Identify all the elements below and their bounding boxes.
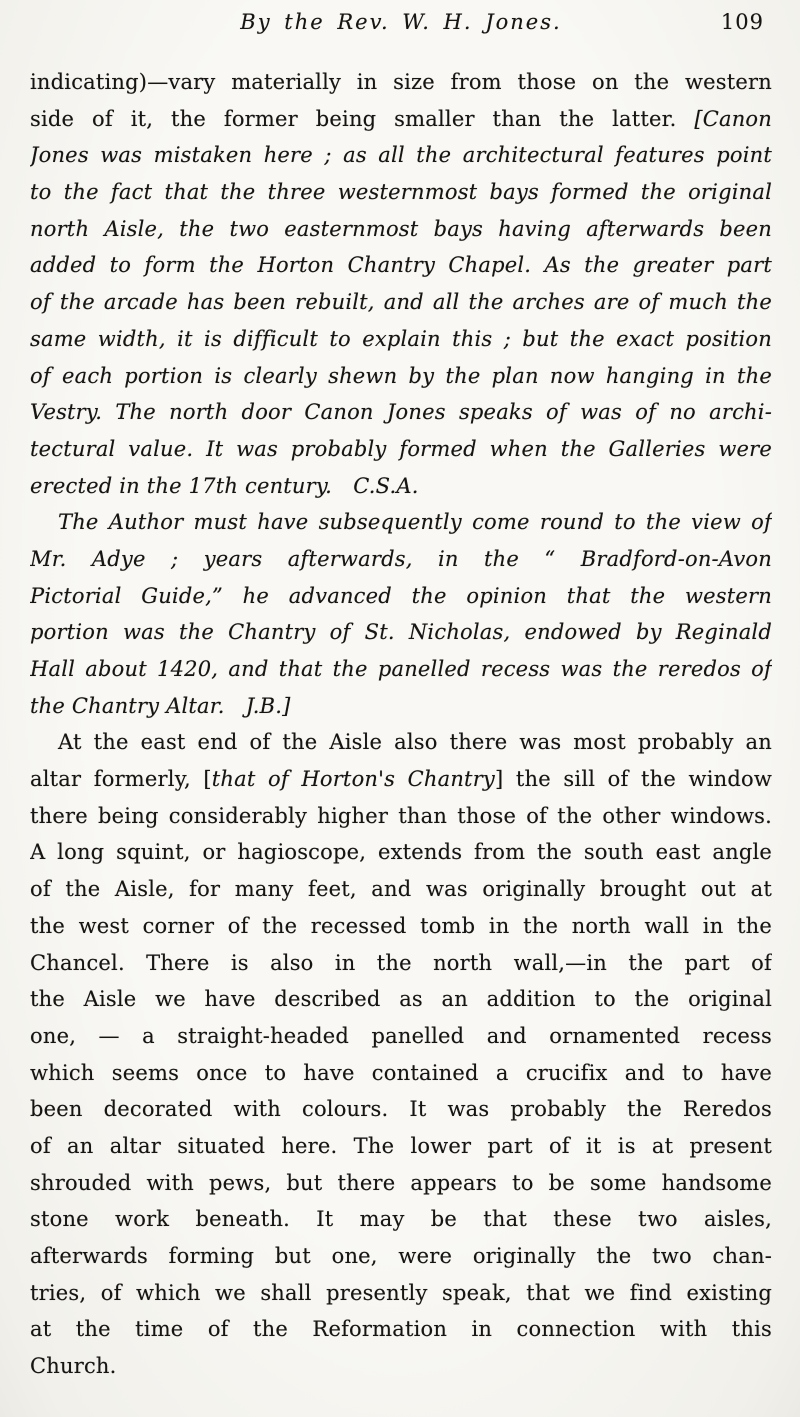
roman-text-run: altar formerly, [ bbox=[30, 767, 212, 792]
roman-text-run: one, — a straight-headed panelled and ornamented recess bbox=[30, 1023, 772, 1048]
text-line bbox=[30, 101, 772, 138]
text-line bbox=[30, 137, 772, 174]
text-line bbox=[30, 1128, 772, 1165]
text-line bbox=[30, 1348, 772, 1385]
italic-text-run: of the arcade has been rebuilt, and all the arches are of much the bbox=[30, 290, 772, 315]
italic-text-run: added to form the Horton Chantry Chapel. As the greater part bbox=[30, 253, 772, 278]
roman-text-run: Chancel. There is also in the north wall,—in the part of bbox=[30, 950, 772, 975]
roman-text-run: the west corner of the recessed tomb in the north wall in the bbox=[30, 913, 772, 938]
text-line bbox=[30, 1201, 772, 1238]
paragraph bbox=[30, 504, 772, 724]
roman-text-run: ] the sill of the window bbox=[495, 767, 772, 792]
text-line bbox=[30, 981, 772, 1018]
roman-text-run: been decorated with colours. It was probably the Reredos bbox=[30, 1097, 772, 1122]
roman-text-run: there being considerably higher than those of the other windows. bbox=[30, 803, 772, 828]
roman-text-run: shrouded with pews, but there appears to be some handsome bbox=[30, 1170, 772, 1195]
text-line bbox=[30, 761, 772, 798]
text-line bbox=[30, 724, 772, 761]
text-line bbox=[30, 1091, 772, 1128]
paragraph bbox=[30, 724, 772, 1384]
text-line bbox=[30, 1018, 772, 1055]
text-line bbox=[30, 871, 772, 908]
text-line bbox=[30, 504, 772, 541]
text-line bbox=[30, 1055, 772, 1092]
text-line bbox=[30, 798, 772, 835]
roman-text-run: of an altar situated here. The lower part of it is at present bbox=[30, 1133, 772, 1158]
italic-text-run: to the fact that the three westernmost bays formed the original bbox=[30, 180, 772, 205]
italic-text-run: erected in the 17th century. C.S.A. bbox=[30, 473, 419, 498]
roman-text-run: At the east end of the Aisle also there was most probably an bbox=[58, 730, 772, 755]
italic-text-run: same width, it is difficult to explain this ; but the exact position bbox=[30, 326, 772, 351]
roman-text-run: at the time of the Reformation in connection with this bbox=[30, 1317, 772, 1342]
text-line bbox=[30, 1275, 772, 1312]
text-line bbox=[30, 358, 772, 395]
text-line bbox=[30, 908, 772, 945]
roman-text-run: indicating)—vary materially in size from those on the western bbox=[30, 70, 772, 94]
italic-text-run: [Canon bbox=[694, 106, 772, 131]
text-line bbox=[30, 284, 772, 321]
text-line bbox=[30, 468, 772, 505]
italic-text-run: Vestry. The north door Canon Jones speaks of was of no archi- bbox=[30, 400, 772, 425]
text-line bbox=[30, 1238, 772, 1275]
italic-text-run: of each portion is clearly shewn by the plan now hanging in the bbox=[30, 363, 772, 388]
italic-text-run: tectural value. It was probably formed when the Galleries were bbox=[30, 436, 772, 461]
text-line bbox=[30, 247, 772, 284]
italic-text-run: The Author must have subsequently come round to the view of bbox=[58, 510, 772, 535]
italic-text-run: Mr. Adye ; years afterwards, in the “ Bradford-on-Avon bbox=[30, 546, 772, 571]
italic-text-run: portion was the Chantry of St. Nicholas, endowed by Reginald bbox=[30, 620, 772, 645]
page-number: 109 bbox=[720, 10, 764, 34]
text-line bbox=[30, 64, 772, 101]
roman-text-run: tries, of which we shall presently speak, that we find existing bbox=[30, 1280, 772, 1305]
roman-text-run: Church. bbox=[30, 1354, 117, 1379]
text-line bbox=[30, 834, 772, 871]
roman-text-run: the Aisle we have described as an addition to the original bbox=[30, 987, 772, 1012]
running-title: By the Rev. W. H. Jones. bbox=[240, 10, 562, 34]
text-line bbox=[30, 321, 772, 358]
text-line bbox=[30, 578, 772, 615]
roman-text-run: side of it, the former being smaller than the latter. bbox=[30, 106, 695, 131]
text-line bbox=[30, 651, 772, 688]
italic-text-run: north Aisle, the two easternmost bays having afterwards been bbox=[30, 216, 772, 241]
text-line bbox=[30, 614, 772, 651]
roman-text-run: of the Aisle, for many feet, and was originally brought out at bbox=[30, 877, 772, 902]
text-line bbox=[30, 945, 772, 982]
italic-text-run: Hall about 1420, and that the panelled recess was the reredos of bbox=[30, 657, 772, 681]
page-header bbox=[32, 10, 770, 40]
roman-text-run: afterwards forming but one, were originally the two chan- bbox=[30, 1244, 772, 1268]
paragraph bbox=[30, 64, 772, 504]
roman-text-run: which seems once to have contained a crucifix and to have bbox=[30, 1060, 772, 1085]
text-line bbox=[30, 211, 772, 248]
roman-text-run: stone work beneath. It may be that these two aisles, bbox=[30, 1207, 772, 1232]
text-line bbox=[30, 174, 772, 211]
roman-text-run: A long squint, or hagioscope, extends from the south east angle bbox=[30, 840, 772, 865]
italic-text-run: Jones was mistaken here ; as all the architectural features point bbox=[30, 143, 772, 168]
italic-text-run: that of Horton's Chantry bbox=[211, 767, 495, 792]
page-body bbox=[30, 64, 772, 1385]
text-line bbox=[30, 394, 772, 431]
text-line bbox=[30, 688, 772, 725]
text-line bbox=[30, 541, 772, 578]
text-line bbox=[30, 431, 772, 468]
italic-text-run: Pictorial Guide,” he advanced the opinion that the western bbox=[30, 583, 772, 608]
text-line bbox=[30, 1165, 772, 1202]
italic-text-run: the Chantry Altar. J.B.] bbox=[30, 693, 291, 718]
text-line bbox=[30, 1311, 772, 1348]
